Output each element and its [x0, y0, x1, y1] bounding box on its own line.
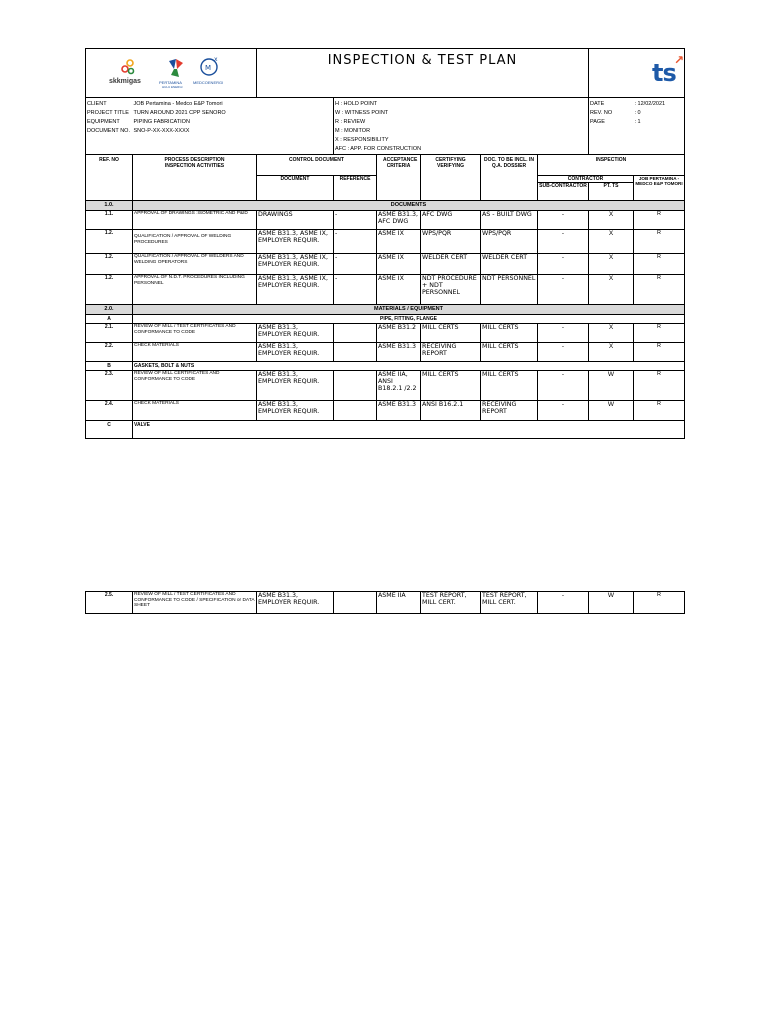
table-cell: ASME B31.3, ASME IX, EMPLOYER REQUIR. [257, 230, 334, 254]
subsection-c-title: VALVE [133, 421, 685, 439]
table-cell: - [538, 254, 589, 275]
table-cell: X [589, 254, 634, 275]
table-cell: AS - BUILT DWG [481, 211, 538, 230]
table-cell: X [589, 324, 634, 343]
col-contractor: CONTRACTOR [538, 176, 634, 183]
medco-logo-icon [199, 55, 221, 77]
section-1-ref: 1.0. [86, 201, 133, 211]
table-cell: R [634, 371, 685, 401]
legend-w: W : WITNESS POINT [334, 109, 589, 118]
legend-x: X : RESPONSIBILITY [334, 136, 589, 145]
table-cell [334, 324, 377, 343]
table-cell: TEST REPORT, MILL CERT. [421, 592, 481, 614]
table-cell: TEST REPORT, MILL CERT. [481, 592, 538, 614]
subsection-b-title: GASKETS, BOLT & NUTS [133, 362, 685, 371]
subsection-c-ref: C [86, 421, 133, 439]
table-cell: MILL CERTS [481, 324, 538, 343]
table-cell: ASME B31.3, EMPLOYER REQUIR. [257, 324, 334, 343]
table-cell: ASME B31.3, EMPLOYER REQUIR. [257, 401, 334, 421]
table-cell: - [538, 371, 589, 401]
project-label: PROJECT TITLE [86, 109, 133, 118]
table-cell: ASME B31.3, EMPLOYER REQUIR. [257, 371, 334, 401]
table-cell: CHECK MATERIALS [133, 343, 257, 362]
table-cell: X [589, 343, 634, 362]
table-cell: ASME IX [377, 254, 421, 275]
table-cell: R [634, 254, 685, 275]
legend-afc: AFC : APP. FOR CONSTRUCTION [334, 145, 589, 155]
table-cell: W [589, 401, 634, 421]
table-cell: RECEIVING REPORT [421, 343, 481, 362]
table-cell: WELDER CERT [481, 254, 538, 275]
table-row [86, 254, 685, 275]
table-cell: R [634, 324, 685, 343]
table-cell [334, 592, 377, 614]
ts-logo-cell [589, 49, 685, 98]
table-cell [334, 401, 377, 421]
table-cell: - [334, 254, 377, 275]
col-ref: REF. NO [86, 155, 133, 201]
docno-value: SNO-P-XX-XXX-XXXX [133, 128, 190, 134]
table-cell: ASME IX [377, 275, 421, 305]
table-row [86, 324, 685, 343]
table-cell: ASME B31.3, AFC DWG [377, 211, 421, 230]
table-cell: APPROVAL OF DRAWINGS :ISOMETRIC AND P&ID [133, 211, 257, 230]
header-table [85, 48, 685, 439]
table-cell: ASME B31.2 [377, 324, 421, 343]
table-cell: R [634, 211, 685, 230]
table-cell: - [538, 343, 589, 362]
medco-logo: MEDCOENERGI [193, 80, 224, 85]
col-inspection: INSPECTION [538, 155, 685, 176]
table-cell: ANSI B16.2.1 [421, 401, 481, 421]
table-cell: - [538, 401, 589, 421]
table-cell: CHECK MATERIALS [133, 401, 257, 421]
page-label: PAGE [589, 118, 634, 127]
pertamina-sub-logo: HULU ENERGI [162, 85, 183, 89]
table-row [86, 401, 685, 421]
legend-h: H : HOLD POINT [334, 98, 589, 110]
pertamina-logo: PERTAMINA [159, 80, 182, 85]
table-row [86, 211, 685, 230]
project-value: TURN AROUND 2021 CPP SENORO [133, 110, 226, 116]
legend-m: M : MONITOR [334, 127, 589, 136]
table-cell: - [334, 275, 377, 305]
table-cell: X [589, 230, 634, 254]
table-cell: REVIEW OF MILL / TEST CERTIFICATES AND CONFORMANCE TO CODE [133, 324, 257, 343]
table-cell: ASME B31.3, ASME IX, EMPLOYER REQUIR. [257, 275, 334, 305]
section-1-title: DOCUMENTS [133, 201, 685, 211]
col-control: CONTROL DOCUMENT [257, 155, 377, 176]
svg-text:x: x [214, 56, 218, 63]
table-cell: ASME B31.3 [377, 401, 421, 421]
table-cell: 2.4. [86, 401, 133, 421]
table-cell: ASME B31.3, ASME IX, EMPLOYER REQUIR. [257, 254, 334, 275]
table-cell: REVIEW OF MILL CERTIFICATES AND CONFORMANCE TO CODE [133, 371, 257, 401]
col-sub-contractor: SUB-CONTRACTOR [538, 183, 589, 201]
table-cell: WELDER CERT [421, 254, 481, 275]
col-dossier: DOC. TO BE INCL. IN Q.A. DOSSIER [481, 155, 538, 201]
table-cell: ASME IIA [377, 592, 421, 614]
table-row [86, 275, 685, 305]
table-row [86, 592, 685, 614]
table-cell: AFC DWG [421, 211, 481, 230]
page-title: INSPECTION & TEST PLAN [257, 49, 589, 98]
table-cell: 1.2. [86, 254, 133, 275]
table-cell: NDT PERSONNEL [481, 275, 538, 305]
table-cell: MILL CERTS [421, 324, 481, 343]
table-cell: NDT PROCEDURE + NDT PERSONNEL [421, 275, 481, 305]
table-cell: 2.2. [86, 343, 133, 362]
col-certifying: CERTIFYING VERIFYING [421, 155, 481, 201]
table-cell: R [634, 401, 685, 421]
equipment-label: EQUIPMENT [86, 118, 133, 127]
table-cell: - [334, 211, 377, 230]
table-cell: WPS/PQR [421, 230, 481, 254]
legend-r: R : REVIEW [334, 118, 589, 127]
table-cell [334, 343, 377, 362]
table-cell: MILL CERTS [421, 371, 481, 401]
table-cell: DRAWINGS [257, 211, 334, 230]
date-value: : 12/02/2021 [634, 98, 685, 110]
docno-label: DOCUMENT NO. [86, 127, 133, 136]
table-cell: QUALIFICATION / APPROVAL OF WELDERS AND WELDING OPERATORS [133, 254, 257, 275]
equipment-value: PIPING FABRICATION [133, 119, 190, 125]
table-cell: R [634, 592, 685, 614]
table-cell: - [538, 592, 589, 614]
table-cell: MILL CERTS [481, 371, 538, 401]
itp-continued [85, 591, 684, 614]
logo-cell [86, 49, 257, 98]
table-cell: - [538, 324, 589, 343]
section-2-ref: 2.0. [86, 305, 133, 315]
table-cell: 1.2. [86, 275, 133, 305]
table-cell: ASME IIA, ANSI B18.2.1 /2.2 [377, 371, 421, 401]
table-cell: 1.2. [86, 230, 133, 254]
table-cell: - [538, 275, 589, 305]
client-label: CLIENT [86, 98, 133, 110]
table-cell: - [538, 230, 589, 254]
table-row [86, 343, 685, 362]
subsection-a-title: PIPE, FITTING, FLANGE [133, 315, 685, 324]
col-acceptance: ACCEPTANCE CRITERIA [377, 155, 421, 201]
skkmigas-logo-icon [117, 57, 141, 77]
table-cell: QUALIFICATION / APPROVAL OF WELDING PROCEDURES [133, 230, 257, 254]
page-value: : 1 [634, 118, 685, 127]
table-cell: - [334, 230, 377, 254]
table-cell: 2.1. [86, 324, 133, 343]
table-cell: R [634, 275, 685, 305]
rev-value: : 0 [634, 109, 685, 118]
table-cell: W [589, 371, 634, 401]
section-2-title: MATERIALS / EQUIPMENT [133, 305, 685, 315]
table-cell: ASME B31.3, EMPLOYER REQUIR. [257, 592, 334, 614]
table-cell: ASME IX [377, 230, 421, 254]
ts-logo: ts ↗ [652, 53, 684, 87]
pertamina-logo-icon [167, 57, 187, 79]
col-reference: REFERENCE [334, 176, 377, 201]
table-cell: 2.3. [86, 371, 133, 401]
table-cell: R [634, 230, 685, 254]
client-value: JOB Pertamina - Medco E&P Tomori [133, 101, 223, 107]
table-cell: ASME B31.3 [377, 343, 421, 362]
table-row [86, 371, 685, 401]
table-row [86, 230, 685, 254]
table-cell [334, 371, 377, 401]
table-cell: APPROVAL OF N.D.T. PROCEDURES INCLUDING PERSONNEL [133, 275, 257, 305]
table-cell: RECEIVING REPORT [481, 401, 538, 421]
table-cell: WPS/PQR [481, 230, 538, 254]
table-cell: 2.5. [86, 592, 133, 614]
table-cell: X [589, 211, 634, 230]
col-job: JOB PERTAMINA - MEDCO E&P TOMORI [634, 176, 685, 201]
itp-sheet [85, 48, 684, 439]
subsection-a-ref: A [86, 315, 133, 324]
col-document: DOCUMENT [257, 176, 334, 201]
table-cell: 1.1. [86, 211, 133, 230]
col-pt-ts: PT. TS [589, 183, 634, 201]
table-cell: ASME B31.3, EMPLOYER REQUIR. [257, 343, 334, 362]
table-cell: MILL CERTS [481, 343, 538, 362]
subsection-b-ref: B [86, 362, 133, 371]
rev-label: REV. NO [589, 109, 634, 118]
col-process: PROCESS DESCRIPTION INSPECTION ACTIVITIES [133, 155, 257, 201]
svg-text:M: M [205, 64, 212, 72]
table-cell: X [589, 275, 634, 305]
date-label: DATE [589, 98, 634, 110]
table-cell: - [538, 211, 589, 230]
table-cell: W [589, 592, 634, 614]
ts-arrow-icon: ↗ [674, 53, 684, 67]
skkmigas-logo: skkmigas [109, 78, 141, 85]
table-cell: REVIEW OF MILL / TEST CERTIFICATES AND CONFORMANCE TO CODE / SPECIFICATION or DATA SHEET [133, 592, 257, 614]
table-cell: R [634, 343, 685, 362]
